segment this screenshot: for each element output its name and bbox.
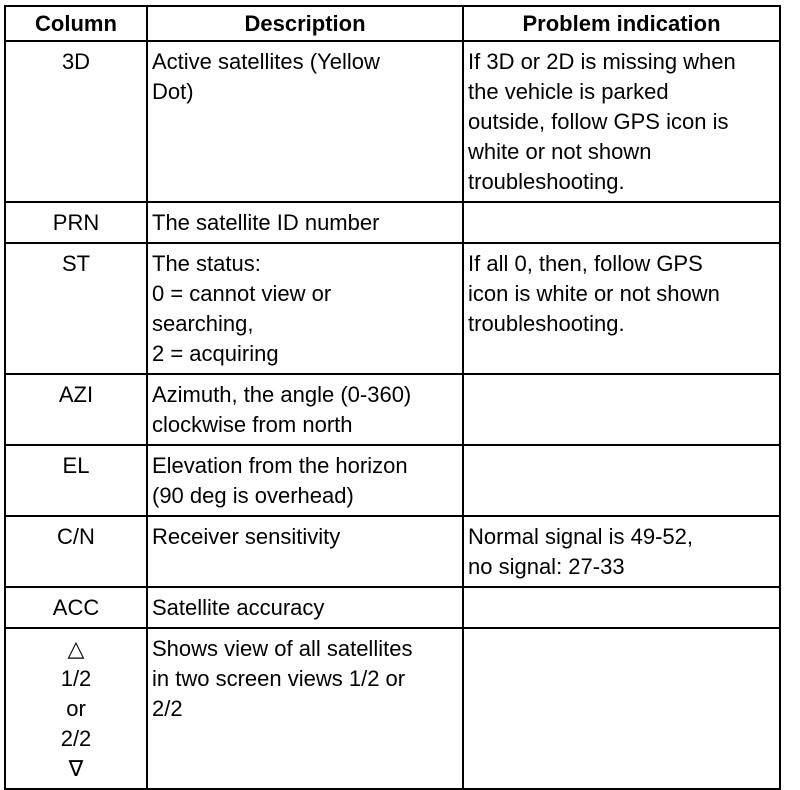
cell-problem-indication	[463, 243, 780, 374]
table-row	[5, 374, 780, 445]
problem-line: If 3D or 2D is missing when	[468, 49, 736, 74]
cell-description	[147, 445, 463, 516]
cell-problem-indication	[463, 516, 780, 587]
cell-column-name	[5, 243, 147, 374]
column-name-text: C/N	[57, 524, 95, 549]
table-row	[5, 516, 780, 587]
cell-column-name	[5, 628, 147, 789]
table-row	[5, 41, 780, 202]
column-name-text: 3D	[61, 49, 91, 74]
column-name-text: ACC	[52, 595, 100, 620]
column-name-text: 1/2	[60, 666, 92, 691]
column-name-text: PRN	[52, 210, 100, 235]
description-line: 2/2	[152, 696, 183, 721]
cell-description	[147, 628, 463, 789]
cell-description	[147, 587, 463, 628]
column-name-text: AZI	[58, 382, 94, 407]
cell-column-name	[5, 516, 147, 587]
description-line: in two screen views 1/2 or	[152, 666, 406, 691]
table-row	[5, 243, 780, 374]
cell-column-name	[5, 41, 147, 202]
description-line: Satellite accuracy	[152, 595, 325, 620]
cell-column-name	[5, 202, 147, 243]
header-row	[5, 6, 780, 41]
cell-description	[147, 202, 463, 243]
cell-column-name	[5, 445, 147, 516]
description-line: 0 = cannot view or	[152, 281, 332, 306]
table-row	[5, 202, 780, 243]
gps-status-table	[4, 5, 781, 790]
table-row	[5, 628, 780, 789]
description-line: (90 deg is overhead)	[152, 483, 354, 508]
problem-line: outside, follow GPS icon is	[468, 109, 729, 134]
description-line: The status:	[152, 251, 261, 276]
description-line: Shows view of all satellites	[152, 636, 413, 661]
header-description: Description	[147, 6, 463, 41]
cell-problem-indication	[463, 41, 780, 202]
cell-problem-indication	[463, 374, 780, 445]
header-problem-indication: Problem indication	[463, 6, 780, 41]
cell-column-name	[5, 587, 147, 628]
column-name-text: EL	[62, 453, 90, 478]
cell-description	[147, 374, 463, 445]
cell-column-name	[5, 374, 147, 445]
problem-line: white or not shown	[468, 139, 652, 164]
cell-problem-indication	[463, 445, 780, 516]
problem-line: troubleshooting.	[468, 311, 625, 336]
table-row	[5, 445, 780, 516]
description-line: searching,	[152, 311, 254, 336]
description-line: Elevation from the horizon	[152, 453, 408, 478]
cell-problem-indication	[463, 587, 780, 628]
problem-line: troubleshooting.	[468, 169, 625, 194]
description-line: Receiver sensitivity	[152, 524, 341, 549]
problem-line: If all 0, then, follow GPS	[468, 251, 703, 276]
gps-status-table-container	[4, 5, 781, 790]
cell-description	[147, 243, 463, 374]
problem-line: icon is white or not shown	[468, 281, 720, 306]
cell-problem-indication	[463, 628, 780, 789]
cell-problem-indication	[463, 202, 780, 243]
column-name-text: or	[66, 696, 86, 721]
triangle-up-icon: △	[67, 636, 85, 661]
description-line: 2 = acquiring	[152, 341, 279, 366]
column-name-text: 2/2	[60, 726, 92, 751]
table-row	[5, 587, 780, 628]
description-line: clockwise from north	[152, 412, 353, 437]
description-line: Dot)	[152, 79, 194, 104]
column-name-text: ST	[61, 251, 91, 276]
problem-line: Normal signal is 49-52,	[468, 524, 693, 549]
description-line: The satellite ID number	[152, 210, 380, 235]
triangle-down-icon: ∇	[68, 756, 84, 781]
cell-description	[147, 41, 463, 202]
description-line: Active satellites (Yellow	[152, 49, 380, 74]
header-column: Column	[5, 6, 147, 41]
description-line: Azimuth, the angle (0-360)	[152, 382, 412, 407]
problem-line: the vehicle is parked	[468, 79, 669, 104]
problem-line: no signal: 27-33	[468, 554, 625, 579]
cell-description	[147, 516, 463, 587]
